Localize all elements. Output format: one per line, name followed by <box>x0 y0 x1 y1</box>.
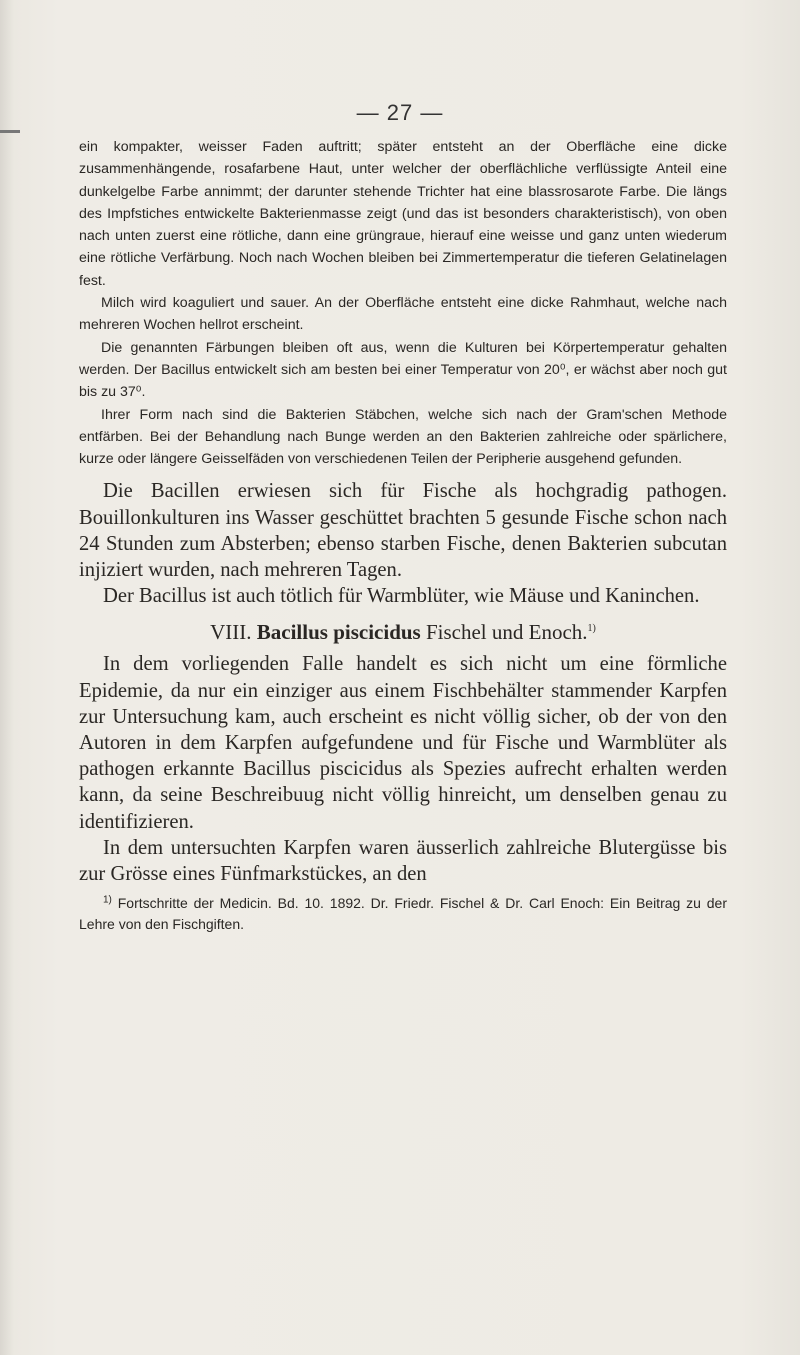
paragraph-temperature: Die genannten Färbungen bleiben oft aus, wenn die Kulturen bei Körpertemperatur gehalten werden. Der Bacillus entwickelt sich am besten bei einer Temperatur von 20⁰, er wächst aber noch gut bis zu 37⁰. <box>79 339 727 401</box>
footnote-marker: 1) <box>103 894 112 906</box>
paragraph-gelatine-culture: ein kompakter, weisser Faden auftritt; später entsteht an der Oberfläche eine dicke zusammenhängende, rosafarbene Haut, unter welcher der oberflächliche verflüssigte Anteil eine dunkelgelbe Farbe annimmt; der darunter stehende Trichter hat eine blassrosarote Farbe. Die längs des Impfstiches entwickelte Bakterienmasse zeigt (und das ist besonders charakteristisch), von oben nach unten zuerst eine rötliche, dann eine grüngraue, hierauf eine weisse und ganz unten wiederum eine rötliche Verfärbung. Noch nach Wochen bleiben bei Zimmertemperatur die tieferen Gelatinelagen fest. <box>79 139 727 289</box>
section-heading <box>79 619 727 645</box>
paragraph-case-description: In dem vorliegenden Falle handelt es sich nicht um eine förmliche Epidemie, da nur ein einziger aus einem Fischbehälter stammender Karpfen zur Untersuchung kam, auch erscheint es nicht völlig sicher, ob der von den Autoren in dem Karpfen aufgefundene und für Fische und Warmblüter als pathogen erkannte Bacillus piscicidus als Spezies aufrecht erhalten werden kann, da seine Beschreibuug nicht völlig hinreicht, um denselben genau zu identifizieren. <box>79 653 727 833</box>
section-authors: Fischel und Enoch. <box>425 620 588 645</box>
section-number: VIII. <box>210 620 252 645</box>
margin-mark <box>0 130 20 133</box>
page-content <box>79 136 727 935</box>
footnote <box>79 893 727 935</box>
paragraph-pathogenicity-warmblooded: Der Bacillus ist auch tötlich für Warmblüter, wie Mäuse und Kaninchen. <box>103 585 700 608</box>
footnote-reference: 1) <box>587 623 596 635</box>
paragraph-milk: Milch wird koaguliert und sauer. An der Oberfläche entsteht eine dicke Rahmhaut, welche nach mehreren Wochen hellrot erscheint. <box>79 295 727 334</box>
section-species-name: Bacillus piscicidus <box>256 620 421 645</box>
footnote-text: Fortschritte der Medicin. Bd. 10. 1892. Dr. Friedr. Fischel & Dr. Carl Enoch: Ein Beitrag zu der Lehre von den Fischgiften. <box>79 895 727 933</box>
paragraph-carp-findings: In dem untersuchten Karpfen waren äusserlich zahlreiche Blutergüsse bis zur Grösse eines Fünfmarkstückes, an den <box>79 836 727 886</box>
paragraph-morphology: Ihrer Form nach sind die Bakterien Stäbchen, welche sich nach der Gram'schen Methode entfärben. Bei der Behandlung nach Bunge werden an den Bakterien zahlreiche oder spärlichere, kurze oder längere Geisselfäden von verschiedenen Teilen der Peripherie ausgehend gefunden. <box>79 406 727 468</box>
page-number: — 27 — <box>356 100 444 125</box>
paragraph-pathogenicity-fish: Die Bacillen erwiesen sich für Fische als hochgradig pathogen. Bouillonkulturen ins Wasser geschüttet brachten 5 gesunde Fische schon nach 24 Stunden zum Absterben; ebenso starben Fische, denen Bakterien subcutan injiziert wurden, nach mehreren Tagen. <box>79 480 727 582</box>
